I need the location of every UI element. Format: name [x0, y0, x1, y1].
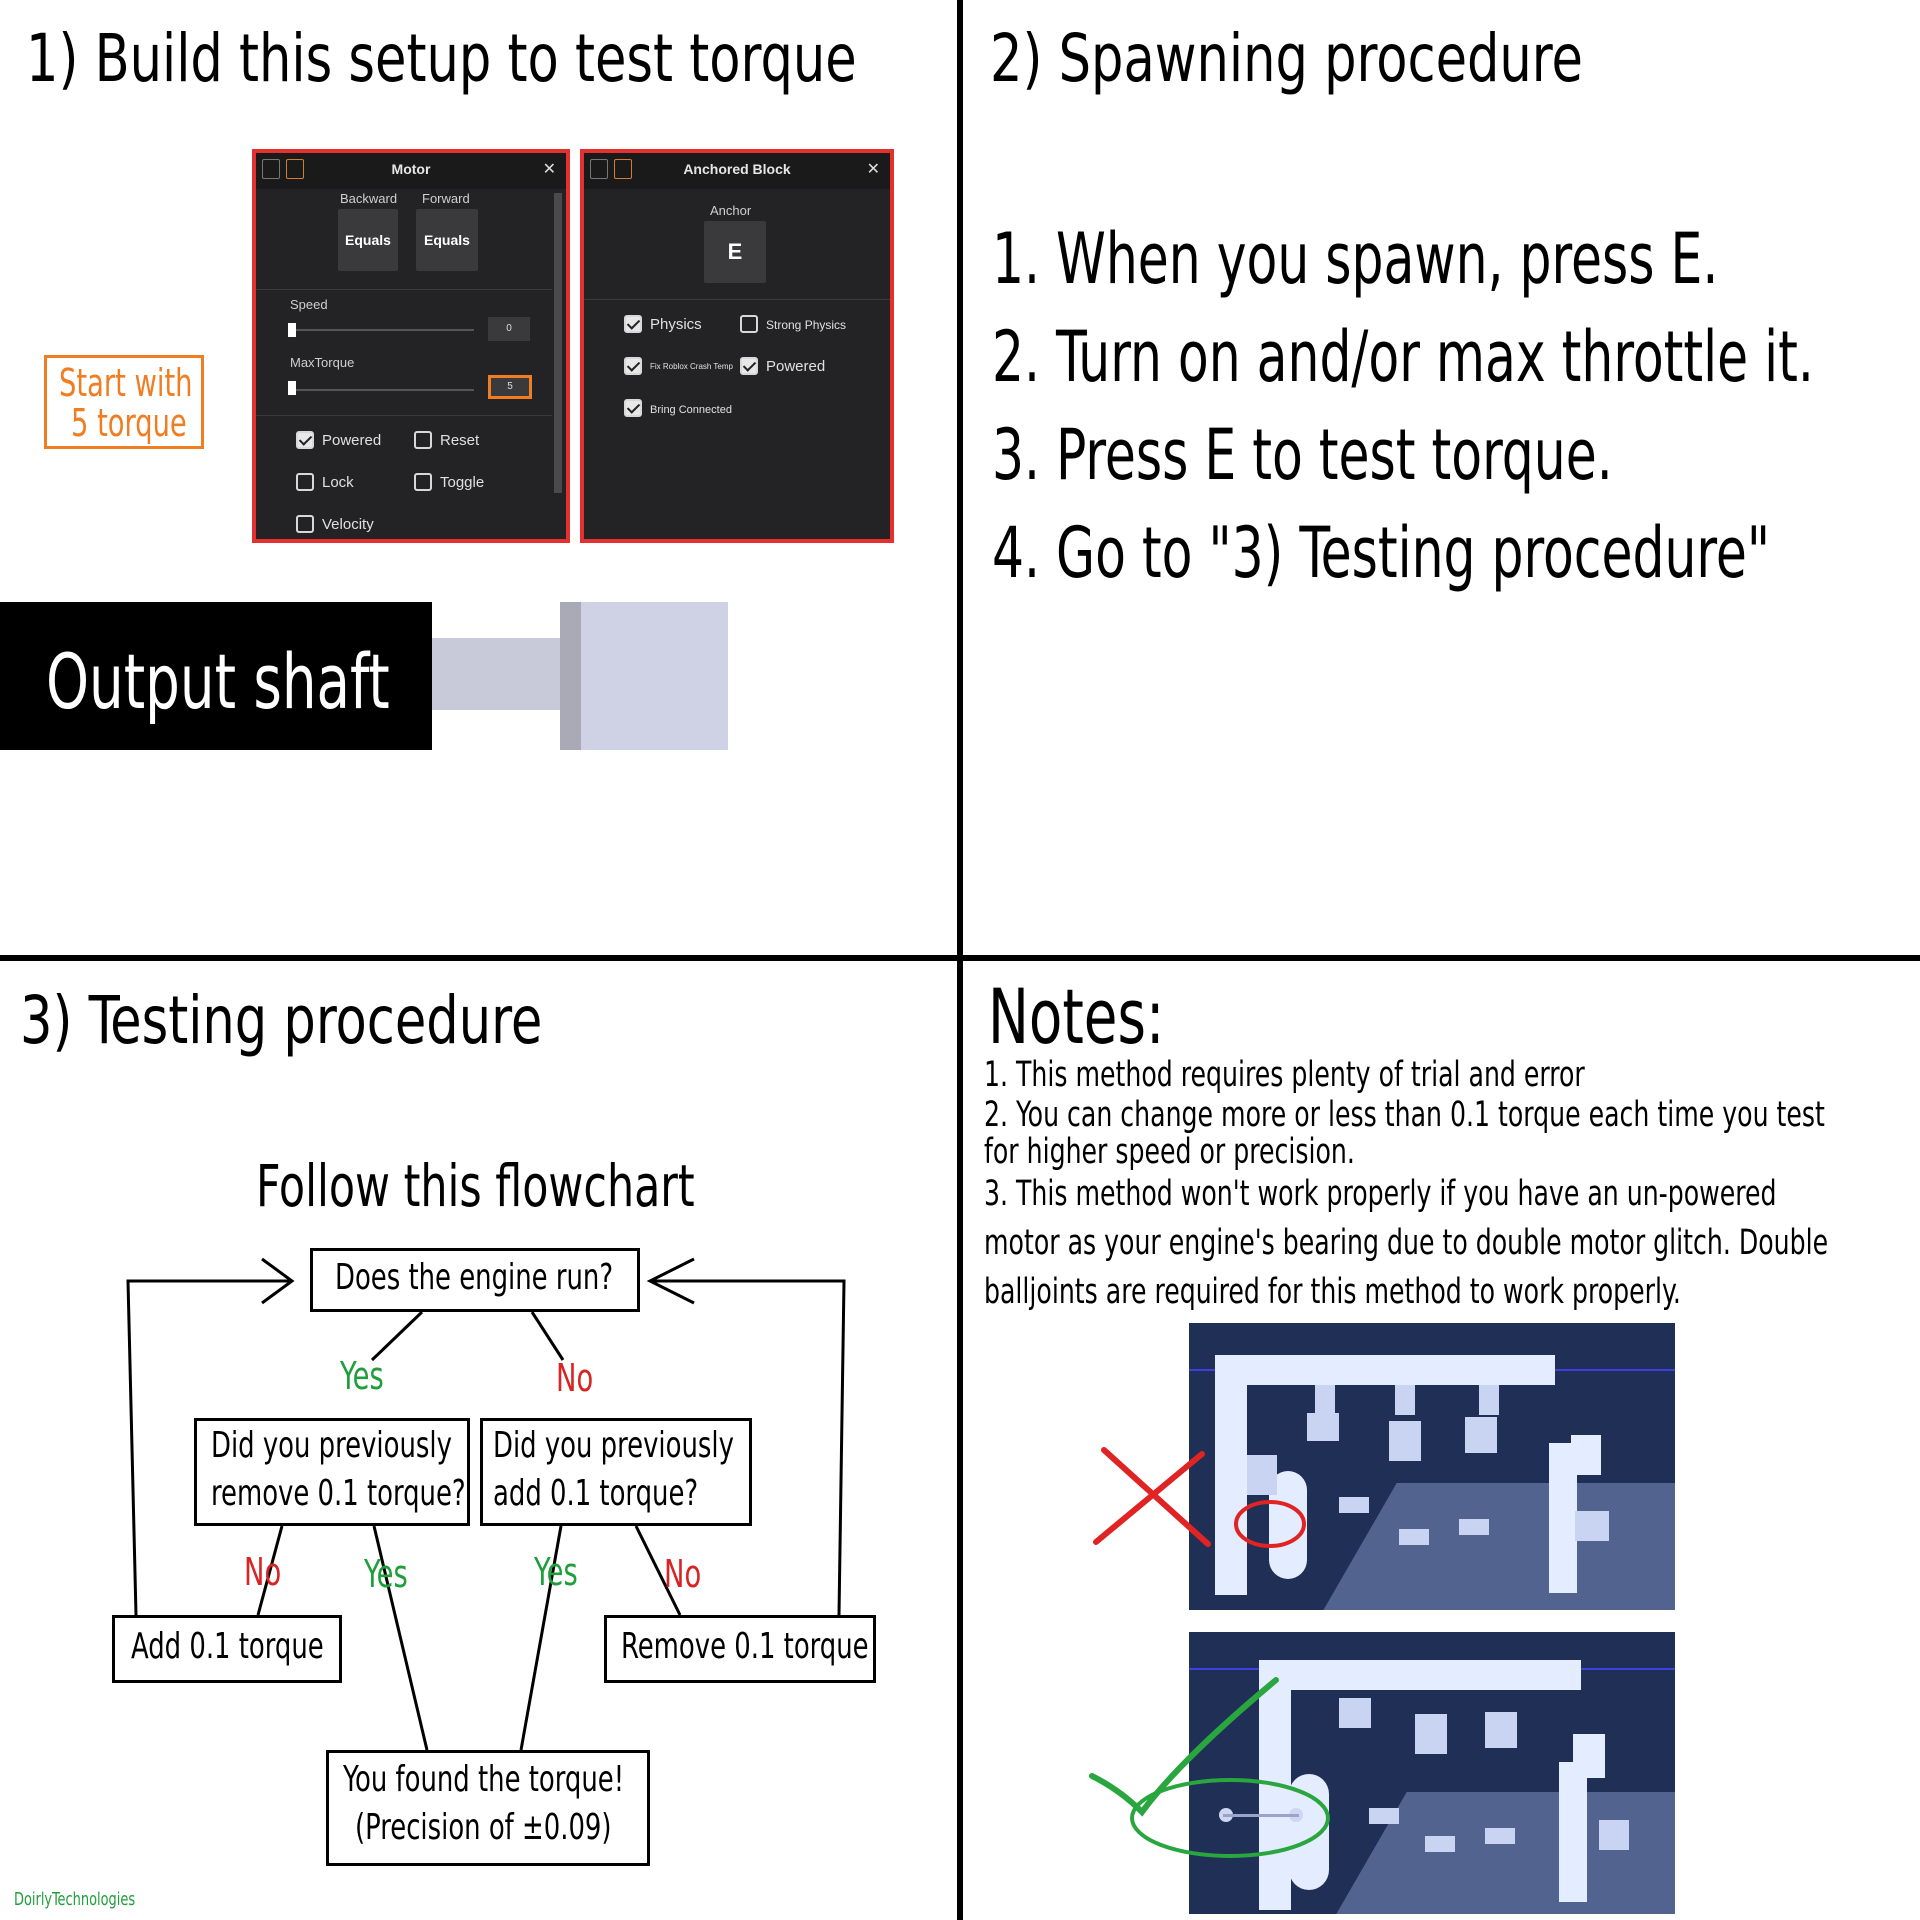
- backward-key-button[interactable]: Equals: [338, 209, 398, 271]
- anchor-powered-checkbox[interactable]: [740, 357, 758, 375]
- crank-arm: [1599, 1820, 1629, 1850]
- speed-value-box[interactable]: 0: [488, 317, 530, 341]
- hanger: [1315, 1385, 1335, 1415]
- label-yes-1: Yes: [340, 1354, 384, 1398]
- label-no-2: No: [244, 1550, 282, 1594]
- speed-slider-knob[interactable]: [288, 323, 296, 337]
- powered-label: Powered: [322, 432, 382, 449]
- node-add-torque-text: Add 0.1 torque: [131, 1626, 324, 1667]
- anchor-label: Anchor: [710, 203, 752, 218]
- peg: [1459, 1519, 1489, 1535]
- hanger: [1479, 1385, 1499, 1415]
- motor-body-edge: [560, 602, 581, 750]
- note-line-1: 1. This method requires plenty of trial and error: [984, 1055, 1585, 1095]
- powered-checkbox[interactable]: [296, 431, 314, 449]
- flowchart-subtitle: Follow this flowchart: [256, 1152, 695, 1220]
- motor-panel-header: [256, 153, 566, 189]
- close-icon[interactable]: ✕: [542, 161, 556, 178]
- node-found-torque-line-2: (Precision of ±0.09): [355, 1807, 612, 1848]
- velocity-label: Velocity: [322, 516, 374, 533]
- piston: [1389, 1421, 1421, 1461]
- motor-separator: [256, 289, 552, 290]
- node-previously-added-line-1: Did you previously: [493, 1425, 734, 1466]
- torque-callout: [44, 355, 204, 449]
- node-does-engine-run-text: Does the engine run?: [335, 1257, 614, 1298]
- node-does-engine-run: [310, 1248, 640, 1312]
- lock-label: Lock: [322, 474, 354, 491]
- label-no-3: No: [664, 1552, 702, 1596]
- physics-checkbox[interactable]: [624, 315, 642, 333]
- node-previously-removed: [194, 1418, 470, 1526]
- anchor-separator: [584, 299, 890, 300]
- node-previously-added: [480, 1418, 752, 1526]
- bring-connected-checkbox[interactable]: [624, 399, 642, 417]
- piston: [1485, 1712, 1517, 1748]
- spawn-step-4: 4. Go to "3) Testing procedure": [992, 512, 1771, 594]
- anchored-block: [581, 602, 728, 750]
- peg: [1399, 1529, 1429, 1545]
- anchor-panel-title: Anchored Block: [683, 161, 791, 177]
- motor-panel: [252, 149, 570, 543]
- anchor-powered-label: Powered: [766, 358, 826, 375]
- connector-start-no: [532, 1312, 563, 1360]
- peg: [1369, 1808, 1399, 1824]
- fix-crash-label: Fix Roblox Crash Temp: [650, 362, 733, 371]
- maxtorque-slider[interactable]: [290, 389, 474, 391]
- forward-label: Forward: [422, 191, 470, 206]
- toggle-checkbox[interactable]: [414, 473, 432, 491]
- speed-label: Speed: [290, 297, 328, 312]
- reset-label: Reset: [440, 432, 480, 449]
- label-no-1: No: [556, 1356, 594, 1400]
- q3-title: 3) Testing procedure: [20, 982, 543, 1059]
- output-shaft-label-box: [0, 602, 432, 750]
- spawn-step-2: 2. Turn on and/or max throttle it.: [992, 316, 1814, 398]
- peg: [1339, 1497, 1369, 1513]
- backward-label: Backward: [340, 191, 398, 206]
- node-remove-torque: [604, 1615, 876, 1683]
- reset-checkbox[interactable]: [414, 431, 432, 449]
- anchored-block-panel: [580, 149, 894, 543]
- peg: [1425, 1836, 1455, 1852]
- q1-title: 1) Build this setup to test torque: [26, 20, 857, 97]
- q2-title: 2) Spawning procedure: [990, 20, 1583, 97]
- note-line-4: 3. This method won't work properly if you have an un-powered: [984, 1174, 1777, 1214]
- connector-start-yes: [372, 1312, 422, 1360]
- toggle-label: Toggle: [440, 474, 485, 491]
- crank-head: [1573, 1734, 1605, 1778]
- bring-connected-label: Bring Connected: [650, 404, 732, 416]
- crank-arm: [1575, 1511, 1609, 1541]
- peg: [1485, 1828, 1515, 1844]
- strong-physics-label: Strong Physics: [766, 318, 847, 332]
- credit-label: DoirlyTechnologies: [14, 1889, 136, 1910]
- piston: [1465, 1417, 1497, 1453]
- note-line-2: 2. You can change more or less than 0.1 torque each time you test: [984, 1095, 1825, 1135]
- note-line-6: balljoints are required for this method to work properly.: [984, 1272, 1681, 1312]
- motor-panel-scrollbar[interactable]: [554, 193, 562, 493]
- highlight-circle-wrong: [1236, 1502, 1304, 1546]
- shaft: [432, 638, 560, 710]
- node-previously-removed-line-1: Did you previously: [211, 1425, 452, 1466]
- node-found-torque-line-1: You found the torque!: [343, 1759, 625, 1800]
- wrong-setup-annotations: [1080, 1420, 1340, 1600]
- spawn-step-1: 1. When you spawn, press E.: [992, 218, 1719, 300]
- maxtorque-slider-knob[interactable]: [288, 381, 296, 395]
- checkmark-icon: [1092, 1680, 1276, 1812]
- speed-slider[interactable]: [290, 329, 474, 331]
- callout-line-2: 5 torque: [71, 401, 187, 445]
- highlight-circle-correct: [1132, 1780, 1328, 1856]
- crank-post: [1559, 1762, 1587, 1902]
- note-line-5: motor as your engine's bearing due to double motor glitch. Double: [984, 1223, 1829, 1263]
- fix-crash-checkbox[interactable]: [624, 357, 642, 375]
- node-previously-removed-line-2: remove 0.1 torque?: [211, 1473, 466, 1514]
- frame-top-beam: [1215, 1355, 1555, 1385]
- callout-line-1: Start with: [59, 361, 193, 405]
- forward-key-button[interactable]: Equals: [416, 209, 478, 271]
- close-icon[interactable]: ✕: [866, 161, 880, 178]
- strong-physics-checkbox[interactable]: [740, 315, 758, 333]
- physics-label: Physics: [650, 316, 702, 333]
- anchor-panel-header: [584, 153, 890, 189]
- hanger: [1395, 1385, 1415, 1415]
- lock-checkbox[interactable]: [296, 473, 314, 491]
- note-line-3: for higher speed or precision.: [984, 1132, 1355, 1172]
- maxtorque-value-box[interactable]: 5: [488, 375, 532, 399]
- velocity-checkbox[interactable]: [296, 515, 314, 533]
- crank-head: [1571, 1435, 1601, 1475]
- node-previously-added-line-2: add 0.1 torque?: [493, 1473, 699, 1514]
- node-found-torque: [326, 1750, 650, 1866]
- label-yes-3: Yes: [534, 1550, 578, 1594]
- correct-setup-annotations: [1080, 1660, 1360, 1860]
- anchor-key-button[interactable]: E: [704, 221, 766, 283]
- piston: [1415, 1714, 1447, 1754]
- node-remove-torque-text: Remove 0.1 torque: [621, 1626, 869, 1667]
- motor-panel-title: Motor: [391, 161, 431, 177]
- node-add-torque: [112, 1615, 342, 1683]
- notes-title: Notes:: [988, 972, 1165, 1061]
- cross-mark-icon: [1096, 1450, 1208, 1544]
- output-shaft-label: Output shaft: [46, 637, 390, 726]
- label-yes-2: Yes: [364, 1552, 408, 1596]
- spawn-step-3: 3. Press E to test torque.: [992, 414, 1613, 496]
- maxtorque-label: MaxTorque: [290, 355, 355, 370]
- motor-separator-2: [256, 415, 552, 416]
